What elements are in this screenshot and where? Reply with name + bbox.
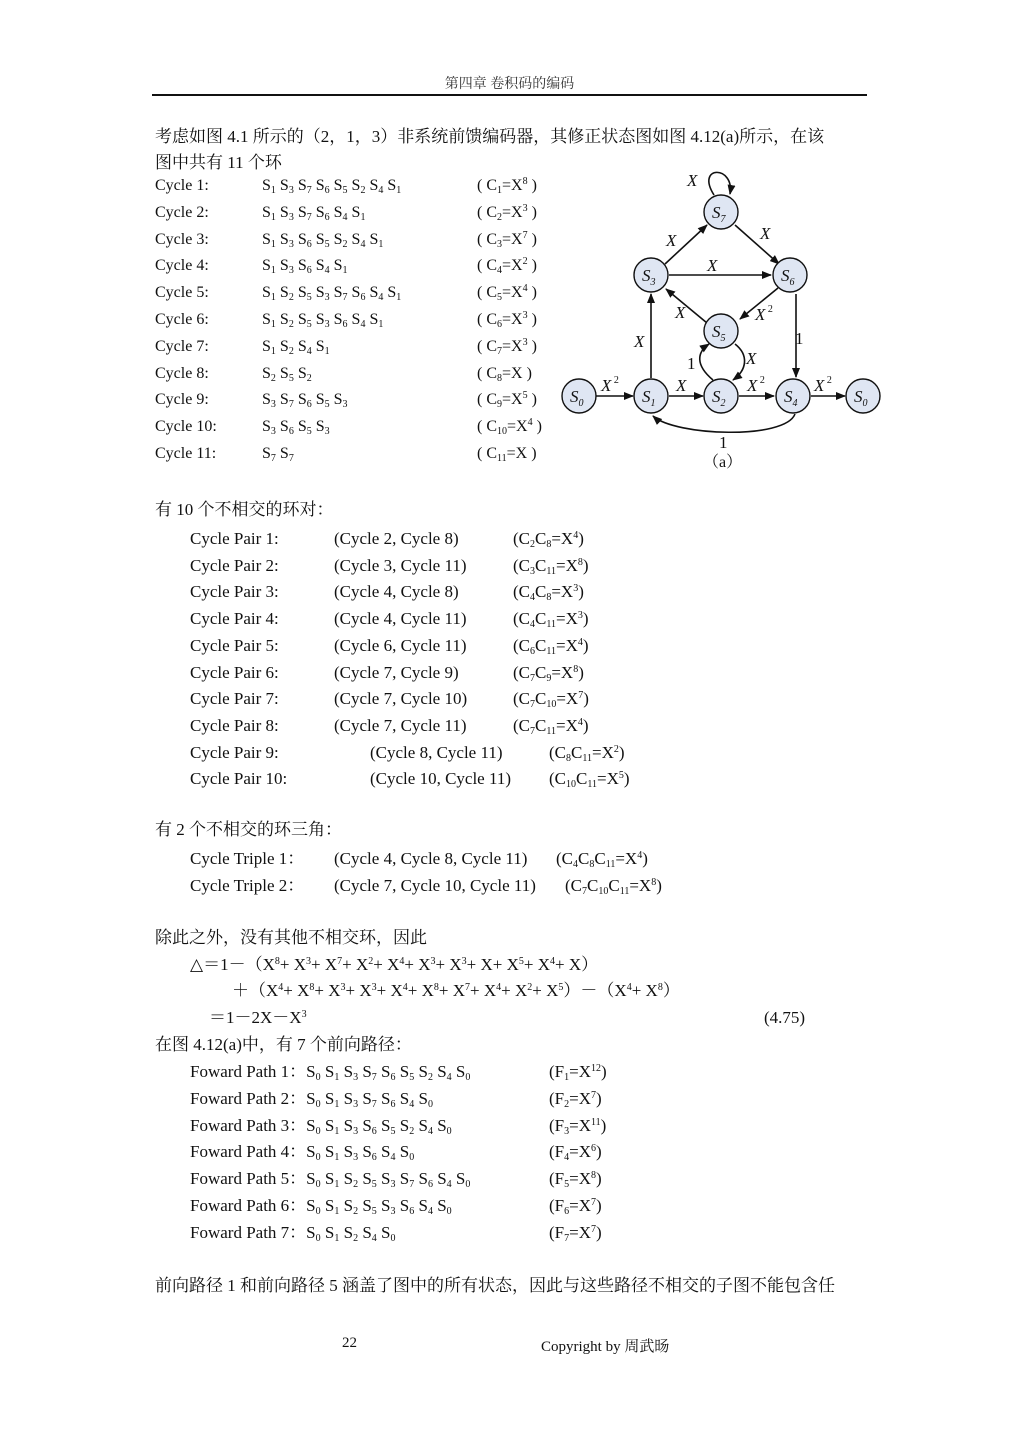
forward-path: Foward Path 1：$S_0$ $S_1$ $S_3$ $S_7$ $S_6$ $S_5$ $S_2$ $S_4$ $S_0$ xyxy=(190,1062,471,1083)
forward-path: Foward Path 3：$S_0$ $S_1$ $S_3$ $S_6$ $S_5$ $S_2$ $S_4$ $S_0$ xyxy=(190,1115,452,1137)
label-s0-left: $S_0$ xyxy=(570,387,584,409)
cycle-path: $S_1$ $S_3$ $S_7$ $S_6$ $S_5$ $S_2$ $S_4$ $S_1$ xyxy=(262,177,402,196)
pair-cycles: (Cycle 7, Cycle 9) xyxy=(334,662,459,682)
label-s1: $S_1$ xyxy=(642,387,656,409)
cycle-label: Cycle 2: xyxy=(155,203,209,221)
edge-label-s1-s3: X xyxy=(634,332,645,351)
edge-label-s5-s3: X xyxy=(675,303,686,322)
pair-label: Cycle Pair 9: xyxy=(190,742,279,762)
pair-gain: $(C_8C_{11}=X^2)$ xyxy=(549,742,625,764)
triple-cycles: (Cycle 4, Cycle 8, Cycle 11) xyxy=(334,849,528,868)
pair-cycles: (Cycle 4, Cycle 8) xyxy=(334,582,459,602)
cycle-label: Cycle 9: xyxy=(155,391,209,409)
cycle-gain: ( $C_3=X^7$ ) xyxy=(477,229,537,250)
edge-label-s5-s2: X xyxy=(746,349,757,368)
edge-s2-s5 xyxy=(700,344,713,380)
cycle-path: $S_1$ $S_2$ $S_5$ $S_3$ $S_6$ $S_4$ $S_1$ xyxy=(262,311,384,330)
cycle-label: Cycle 3: xyxy=(155,230,209,248)
delta-line-1: $\triangle=1-(X^8+ X^3+ X^7+ X^2+ X^4+ X^3+ X^3+ X+ X^5+ X^4+ X)$ xyxy=(190,955,599,974)
pair-label: Cycle Pair 2: xyxy=(190,555,279,575)
forward-heading: 在图 4.12(a)中，有 7 个前向路径： xyxy=(155,1035,412,1054)
pair-label: Cycle Pair 5: xyxy=(190,635,279,655)
cycle-path: $S_2$ $S_5$ $S_2$ xyxy=(262,364,312,384)
pair-gain: $(C_6C_{11}=X^4)$ xyxy=(513,635,589,657)
delta-line-2: $+(X^4+ X^8+ X^3+ X^3+ X^4+ X^8+ X^7+ X^4+ X^2+ X^5)-(X^4+ X^8)$ xyxy=(232,981,680,1000)
edge-label-s7-loop: X xyxy=(687,171,698,190)
forward-gain: $(F_3=X^{11})$ xyxy=(549,1115,607,1137)
delta-line-3: $=1-2X-X^3$ xyxy=(209,1008,307,1027)
triple-gain: $(C_7C_{10}C_{11}=X^8)$ xyxy=(565,876,662,897)
forward-path: Foward Path 7：$S_0$ $S_1$ $S_2$ $S_4$ $S_0$ xyxy=(190,1222,396,1244)
pair-cycles: (Cycle 7, Cycle 10) xyxy=(334,689,468,709)
triples-heading: 有 2 个不相交的环三角： xyxy=(155,820,342,839)
cycle-gain: ( $C_5=X^4$ ) xyxy=(477,283,537,304)
pair-cycles: (Cycle 6, Cycle 11) xyxy=(334,635,467,655)
forward-gain: $(F_5=X^8)$ xyxy=(549,1169,602,1191)
cycle-path: $S_1$ $S_3$ $S_6$ $S_5$ $S_2$ $S_4$ $S_1$ xyxy=(262,230,384,250)
forward-gain: $(F_2=X^7)$ xyxy=(549,1088,602,1110)
cycle-label: Cycle 8: xyxy=(155,364,209,382)
forward-path: Foward Path 4：$S_0$ $S_1$ $S_3$ $S_6$ $S_4$ $S_0$ xyxy=(190,1142,415,1164)
edge-label-s4-s0: X $^2$ xyxy=(814,375,832,395)
pair-cycles: (Cycle 8, Cycle 11) xyxy=(370,742,503,762)
label-s2: $S_2$ xyxy=(712,387,726,409)
cycle-path: $S_1$ $S_2$ $S_5$ $S_3$ $S_7$ $S_6$ $S_4$ $S_1$ xyxy=(262,284,402,304)
forward-path: Foward Path 5：$S_0$ $S_1$ $S_2$ $S_5$ $S_3$ $S_7$ $S_6$ $S_4$ $S_0$ xyxy=(190,1169,471,1191)
edge-label-s2-s4: X $^2$ xyxy=(747,375,765,395)
diagram-caption: （a） xyxy=(703,454,743,471)
label-s6: $S_6$ xyxy=(781,266,795,288)
edge-label-s7-s6: X xyxy=(760,224,771,243)
triple-gain: $(C_4C_8C_{11}=X^4)$ xyxy=(556,849,648,870)
forward-gain: $(F_7=X^7)$ xyxy=(549,1222,602,1244)
closing-line: 前向路径 1 和前向路径 5 涵盖了图中的所有状态，因此与这些路径不相交的子图不能包含任 xyxy=(155,1276,835,1295)
cycle-label: Cycle 10: xyxy=(155,418,217,436)
label-s4: $S_4$ xyxy=(784,387,798,409)
pair-label: Cycle Pair 6: xyxy=(190,662,279,682)
pair-cycles: (Cycle 7, Cycle 11) xyxy=(334,715,467,735)
pair-label: Cycle Pair 7: xyxy=(190,689,279,709)
state-diagram xyxy=(555,160,895,480)
cycle-path: $S_3$ $S_7$ $S_6$ $S_5$ $S_3$ xyxy=(262,391,348,411)
cycle-path: $S_7$ $S_7$ xyxy=(262,445,294,464)
label-s7: $S_7$ xyxy=(712,203,726,225)
pair-cycles: (Cycle 4, Cycle 11) xyxy=(334,609,467,629)
delta-intro: 除此之外，没有其他不相交环，因此 xyxy=(155,928,427,947)
label-s5: $S_5$ xyxy=(712,322,726,344)
pair-label: Cycle Pair 8: xyxy=(190,715,279,735)
cycle-gain: ( $C_{11}=X$ ) xyxy=(477,445,537,464)
page-header: 第四章 卷积码的编码 xyxy=(444,77,575,92)
cycle-gain: ( $C_2=X^3$ ) xyxy=(477,202,537,223)
forward-gain: $(F_1=X^{12})$ xyxy=(549,1062,607,1083)
edge-s5-s3 xyxy=(666,289,707,323)
label-s0-right: $S_0$ xyxy=(854,387,868,409)
cycle-label: Cycle 6: xyxy=(155,311,209,328)
pair-cycles: (Cycle 3, Cycle 11) xyxy=(334,555,467,575)
edge-label-s0-s1: X $^2$ xyxy=(601,375,619,395)
cycle-gain: ( $C_{10}=X^4$ ) xyxy=(477,417,542,438)
cycle-label: Cycle 5: xyxy=(155,284,209,302)
pair-gain: $(C_7C_9=X^8)$ xyxy=(513,662,584,684)
intro-line-1: 考虑如图 4.1 所示的（2，1，3）非系统前馈编码器，其修正状态图如图 4.12(a)所示，在该 xyxy=(155,127,825,146)
edge-label-s4-s1: 1 xyxy=(719,433,728,452)
cycle-path: $S_1$ $S_2$ $S_4$ $S_1$ xyxy=(262,337,330,357)
cycle-path: $S_1$ $S_3$ $S_6$ $S_4$ $S_1$ xyxy=(262,257,348,277)
header-rule xyxy=(152,94,867,96)
cycle-label: Cycle 7: xyxy=(155,337,209,355)
cycle-label: Cycle 4: xyxy=(155,257,209,275)
triple-cycles: (Cycle 7, Cycle 10, Cycle 11) xyxy=(334,876,536,895)
pair-label: Cycle Pair 10: xyxy=(190,769,288,789)
pair-label: Cycle Pair 3: xyxy=(190,582,279,602)
edge-s5-s2 xyxy=(733,344,745,380)
cycle-label: Cycle 11: xyxy=(155,445,217,462)
pair-gain: $(C_7C_{10}=X^7)$ xyxy=(513,689,589,711)
cycle-path: $S_1$ $S_3$ $S_7$ $S_6$ $S_4$ $S_1$ xyxy=(262,203,366,223)
pair-cycles: (Cycle 2, Cycle 8) xyxy=(334,529,459,548)
triple-label: Cycle Triple 1： xyxy=(190,849,305,868)
edge-s4-s1 xyxy=(653,414,795,432)
pairs-heading: 有 10 个不相交的环对： xyxy=(155,500,334,519)
cycle-gain: ( $C_4=X^2$ ) xyxy=(477,256,537,277)
edge-label-s6-s5: X $^2$ xyxy=(755,304,773,324)
pair-label: Cycle Pair 1: xyxy=(190,529,279,548)
cycle-label: Cycle 1: xyxy=(155,177,209,194)
edge-label-s3-s7: X xyxy=(666,231,677,250)
pair-label: Cycle Pair 4: xyxy=(190,609,279,629)
edge-label-s3-s6: X xyxy=(707,256,718,275)
edge-label-s6-s4: 1 xyxy=(795,329,804,348)
equation-number: (4.75) xyxy=(764,1008,806,1027)
triple-label: Cycle Triple 2： xyxy=(190,876,305,895)
label-s3: $S_3$ xyxy=(642,266,656,288)
edge-s7-loop xyxy=(709,172,731,195)
cycle-gain: ( $C_6=X^3$ ) xyxy=(477,310,537,330)
edge-label-s1-s2: X xyxy=(676,376,687,395)
pair-cycles: (Cycle 10, Cycle 11) xyxy=(370,769,511,789)
pair-gain: $(C_7C_{11}=X^4)$ xyxy=(513,715,589,737)
pair-gain: $(C_4C_{11}=X^3)$ xyxy=(513,609,589,631)
pair-gain: $(C_4C_8=X^3)$ xyxy=(513,582,584,604)
edge-s7-s6 xyxy=(735,225,779,264)
cycle-gain: ( $C_1=X^8$ ) xyxy=(477,176,537,196)
pair-gain: $(C_{10}C_{11}=X^5)$ xyxy=(549,769,630,791)
edge-label-s2-s5: 1 xyxy=(687,354,696,373)
cycle-gain: ( $C_7=X^3$ ) xyxy=(477,336,537,357)
pair-gain: $(C_2C_8=X^4)$ xyxy=(513,529,584,550)
forward-path: Foward Path 2：$S_0$ $S_1$ $S_3$ $S_7$ $S_6$ $S_4$ $S_0$ xyxy=(190,1088,433,1110)
page-number: 22 xyxy=(342,1335,357,1351)
cycle-gain: ( $C_9=X^5$ ) xyxy=(477,390,537,411)
forward-path: Foward Path 6：$S_0$ $S_1$ $S_2$ $S_5$ $S_3$ $S_6$ $S_4$ $S_0$ xyxy=(190,1196,452,1217)
intro-line-2: 图中共有 11 个环 xyxy=(155,153,282,172)
copyright: Copyright by 周武旸 xyxy=(541,1339,670,1355)
pair-gain: $(C_3C_{11}=X^8)$ xyxy=(513,555,589,577)
forward-gain: $(F_6=X^7)$ xyxy=(549,1196,602,1217)
cycle-gain: ( $C_8=X$ ) xyxy=(477,364,532,384)
forward-gain: $(F_4=X^6)$ xyxy=(549,1142,602,1164)
cycle-path: $S_3$ $S_6$ $S_5$ $S_3$ xyxy=(262,418,330,438)
